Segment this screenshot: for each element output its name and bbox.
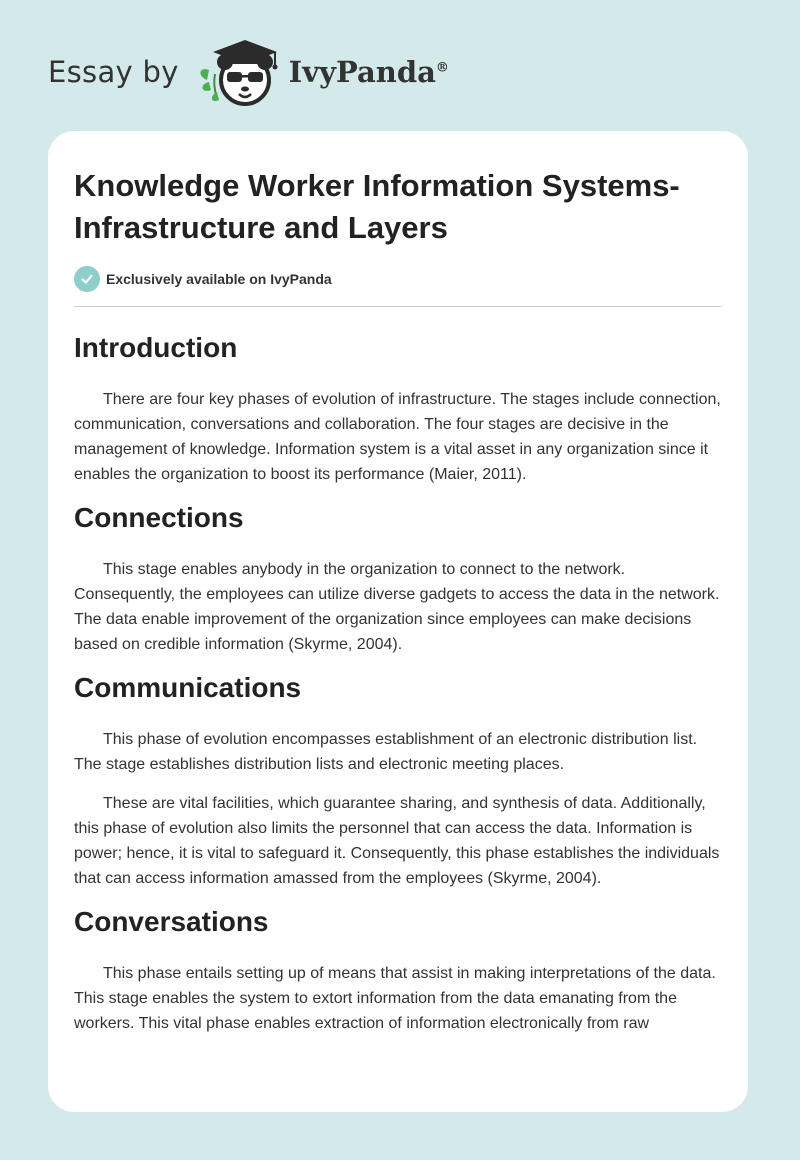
exclusive-badge <box>74 265 722 293</box>
panda-graduate-icon <box>195 36 287 108</box>
essay-card <box>48 131 748 1112</box>
brand-name: IvyPanda® <box>288 55 449 89</box>
section-communications <box>74 671 722 891</box>
section-conversations <box>74 905 722 1036</box>
page-title: Knowledge Worker Information Systems-Infrastructure and Layers <box>74 168 680 245</box>
check-icon <box>74 266 100 292</box>
brand-prefix: Essay by <box>48 55 179 89</box>
paragraph: This phase of evolution encompasses establishment of an electronic distribution list. The stage establishes distribution lists and electronic meeting places. <box>74 731 698 773</box>
paragraph: There are four key phases of evolution of infrastructure. The stages include connection, communication, conversations and collaboration. The four stages are decisive in the management of knowledge. Information system is a vital asset in any organization since it enables the organization to boost its performance (Maier, 2011). <box>74 391 721 483</box>
section-heading: Conversations <box>74 906 269 937</box>
section-introduction <box>74 331 722 487</box>
section-heading: Communications <box>74 672 302 703</box>
divider <box>74 306 722 307</box>
section-heading: Introduction <box>74 332 238 363</box>
exclusive-text: Exclusively available on IvyPanda <box>106 271 332 287</box>
section-heading: Connections <box>74 502 244 533</box>
paragraph: This stage enables anybody in the organization to connect to the network. Consequently, the employees can utilize diverse gadgets to access the data in the network. The data enable improvement of the organization since employees can make decisions based on credible information (Skyrme, 2004). <box>74 561 720 653</box>
paragraph: This phase entails setting up of means that assist in making interpretations of the data. This stage enables the system to extort information from the data emanating from the workers. This vital phase enables extraction of information electronically from raw <box>74 965 716 1032</box>
section-connections <box>74 501 722 657</box>
brand-header[interactable] <box>48 36 449 108</box>
paragraph: These are vital facilities, which guarantee sharing, and synthesis of data. Additionally, this phase of evolution also limits the personnel that can access the data. Information is power; hence, it is vital to safeguard it. Consequently, this phase establishes the individuals that can access information amassed from the employees (Skyrme, 2004). <box>74 795 720 887</box>
